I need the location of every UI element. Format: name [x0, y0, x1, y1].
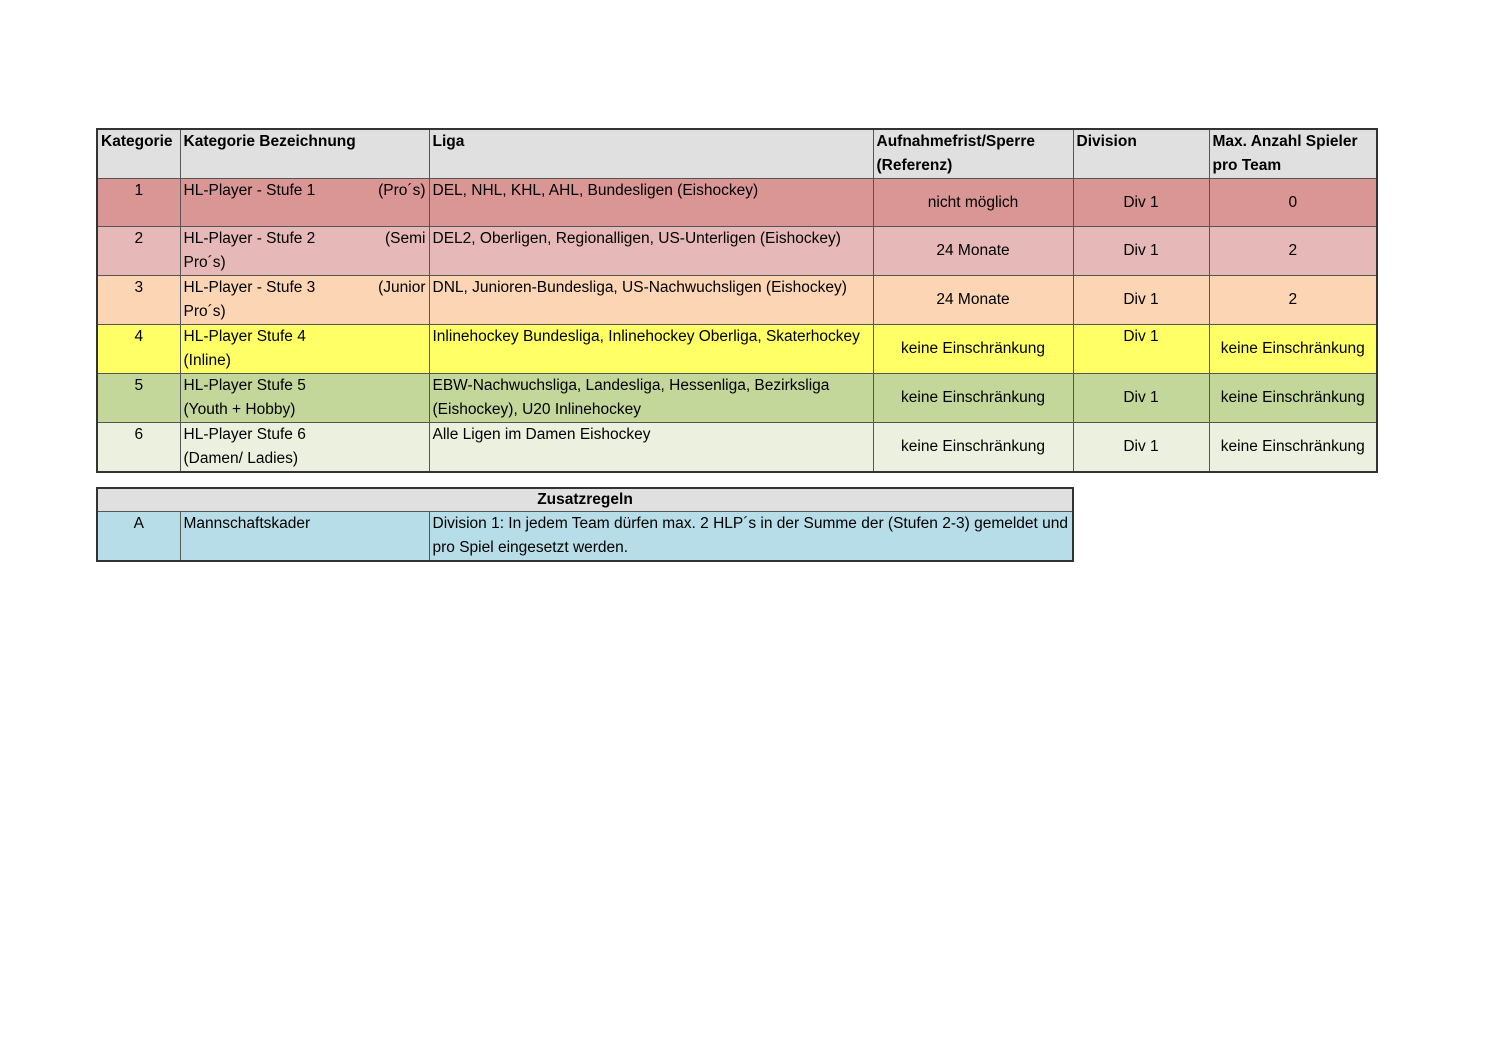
- cell-liga: EBW-Nachwuchsliga, Landesliga, Hessenliga, Bezirksliga (Eishockey), U20 Inlinehockey: [429, 374, 873, 423]
- header-max-spieler: Max. Anzahl Spieler pro Team: [1209, 129, 1377, 179]
- cell-kategorie: 5: [97, 374, 180, 423]
- table-row: [97, 423, 1377, 473]
- cell-kategorie: 6: [97, 423, 180, 473]
- cell-division: Div 1: [1073, 325, 1209, 374]
- bezeichnung-line2: (Inline): [183, 352, 231, 369]
- cell-max-spieler: keine Einschränkung: [1209, 374, 1377, 423]
- bezeichnung-line2: (Damen/ Ladies): [183, 450, 299, 467]
- bezeichnung-line2: Pro´s): [183, 254, 226, 271]
- cell-liga: DEL, NHL, KHL, AHL, Bundesligen (Eishockey): [429, 179, 873, 227]
- bezeichnung-line2: Pro´s): [183, 303, 226, 320]
- cell-max-spieler: keine Einschränkung: [1209, 423, 1377, 473]
- hl-player-categories-table: [96, 128, 1378, 473]
- cell-kategorie: 4: [97, 325, 180, 374]
- cell-division: Div 1: [1073, 276, 1209, 325]
- cell-division: Div 1: [1073, 374, 1209, 423]
- cell-max-spieler: 2: [1209, 227, 1377, 276]
- header-row: [97, 129, 1377, 179]
- cell-kategorie: 3: [97, 276, 180, 325]
- cell-max-spieler: 0: [1209, 179, 1377, 227]
- cell-aufnahmefrist: 24 Monate: [873, 227, 1073, 276]
- bezeichnung-line2: (Youth + Hobby): [183, 401, 296, 418]
- cell-liga: Inlinehockey Bundesliga, Inlinehockey Oberliga, Skaterhockey: [429, 325, 873, 374]
- bezeichnung-left: HL-Player - Stufe 1: [183, 182, 316, 199]
- bezeichnung-left: HL-Player - Stufe 3: [183, 279, 316, 296]
- cell-bezeichnung: [180, 423, 429, 473]
- cell-division: Div 1: [1073, 179, 1209, 227]
- cell-max-spieler: 2: [1209, 276, 1377, 325]
- cell-kategorie: A: [97, 512, 180, 562]
- cell-bezeichnung: [180, 374, 429, 423]
- bezeichnung-left: HL-Player - Stufe 2: [183, 230, 316, 247]
- table-row: [97, 374, 1377, 423]
- zusatzregeln-table: [96, 487, 1074, 562]
- cell-aufnahmefrist: 24 Monate: [873, 276, 1073, 325]
- cell-division: Div 1: [1073, 423, 1209, 473]
- cell-liga: DNL, Junioren-Bundesliga, US-Nachwuchsligen (Eishockey): [429, 276, 873, 325]
- bezeichnung-right: (Semi: [385, 230, 426, 247]
- header-division: Division: [1073, 129, 1209, 179]
- header-bezeichnung: Kategorie Bezeichnung: [180, 129, 429, 179]
- table-row: [97, 179, 1377, 227]
- cell-aufnahmefrist: keine Einschränkung: [873, 325, 1073, 374]
- cell-division: Div 1: [1073, 227, 1209, 276]
- cell-aufnahmefrist: nicht möglich: [873, 179, 1073, 227]
- table-row: [97, 512, 1073, 562]
- cell-bezeichnung: [180, 179, 429, 227]
- cell-bezeichnung: [180, 325, 429, 374]
- header-aufnahmefrist: Aufnahmefrist/Sperre (Referenz): [873, 129, 1073, 179]
- cell-aufnahmefrist: keine Einschränkung: [873, 374, 1073, 423]
- cell-aufnahmefrist: keine Einschränkung: [873, 423, 1073, 473]
- bezeichnung-left: HL-Player Stufe 6: [183, 426, 306, 443]
- zusatzregeln-title: Zusatzregeln: [97, 488, 1073, 512]
- cell-bezeichnung: [180, 276, 429, 325]
- cell-max-spieler: keine Einschränkung: [1209, 325, 1377, 374]
- cell-liga: Alle Ligen im Damen Eishockey: [429, 423, 873, 473]
- header-liga: Liga: [429, 129, 873, 179]
- table-row: [97, 325, 1377, 374]
- table-row: [97, 276, 1377, 325]
- cell-kategorie: 2: [97, 227, 180, 276]
- bezeichnung-right: (Pro´s): [378, 182, 426, 199]
- cell-bezeichnung: Mannschaftskader: [180, 512, 429, 562]
- bezeichnung-right: (Junior: [378, 279, 426, 296]
- cell-liga: DEL2, Oberligen, Regionalligen, US-Unterligen (Eishockey): [429, 227, 873, 276]
- header-kategorie: Kategorie: [97, 129, 180, 179]
- bezeichnung-left: HL-Player Stufe 5: [183, 377, 306, 394]
- zusatz-header-row: [97, 488, 1073, 512]
- table-row: [97, 227, 1377, 276]
- bezeichnung-left: HL-Player Stufe 4: [183, 328, 306, 345]
- cell-bezeichnung: [180, 227, 429, 276]
- cell-kategorie: 1: [97, 179, 180, 227]
- cell-regel: Division 1: In jedem Team dürfen max. 2 HLP´s in der Summe der (Stufen 2-3) gemeldet und pro Spiel eingesetzt werden.: [429, 512, 1073, 562]
